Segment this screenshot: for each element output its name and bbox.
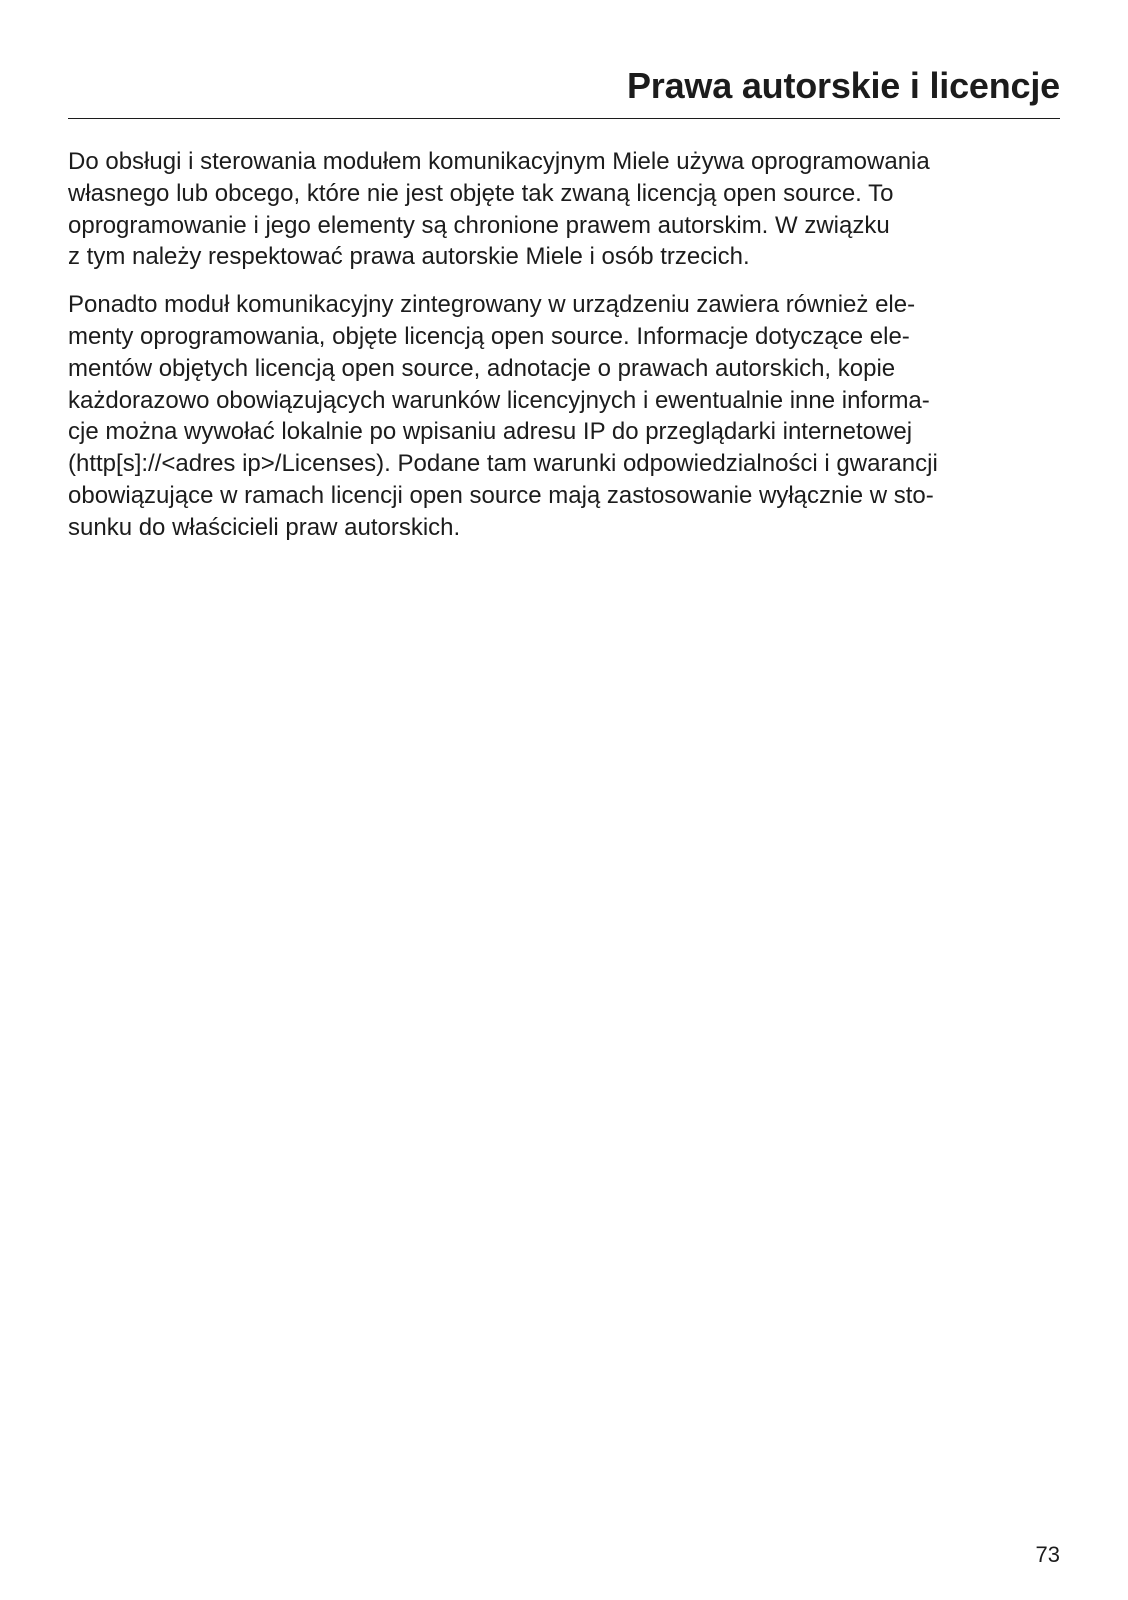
text-line: obowiązujące w ramach licencji open source mają zastosowanie wyłącznie w sto- (68, 481, 934, 509)
text-line: każdorazowo obowiązujących warunków licencyjnych i ewentualnie inne informa- (68, 386, 930, 414)
paragraph-open-source-licenses (68, 289, 1060, 543)
text-line: własnego lub obcego, które nie jest objęte tak zwaną licencją open source. To (68, 179, 894, 207)
page-title: Prawa autorskie i licencje (626, 65, 1060, 106)
text-line: (http[s]://<adres ip>/Licenses). Podane tam warunki odpowiedzialności i gwarancji (68, 450, 938, 478)
text-line: z tym należy respektować prawa autorskie Miele i osób trzecich. (68, 243, 750, 271)
text-line: Ponadto moduł komunikacyjny zintegrowany w urządzeniu zawiera również ele- (68, 291, 916, 319)
text-line: cje można wywołać lokalnie po wpisaniu adresu IP do przeglądarki internetowej (68, 418, 913, 446)
document-body (68, 146, 1060, 560)
text-line: mentów objętych licencją open source, adnotacje o prawach autorskich, kopie (68, 354, 896, 382)
title-divider (68, 118, 1060, 119)
text-line: menty oprogramowania, objęte licencją open source. Informacje dotyczące ele- (68, 322, 910, 350)
page-number: 73 (1035, 1542, 1060, 1567)
text-line: oprogramowanie i jego elementy są chronione prawem autorskim. W związku (68, 211, 890, 239)
text-line: sunku do właścicieli praw autorskich. (68, 513, 461, 541)
text-line: Do obsługi i sterowania modułem komunikacyjnym Miele używa oprogramowania (68, 148, 930, 175)
paragraph-software-copyright (68, 146, 1060, 273)
